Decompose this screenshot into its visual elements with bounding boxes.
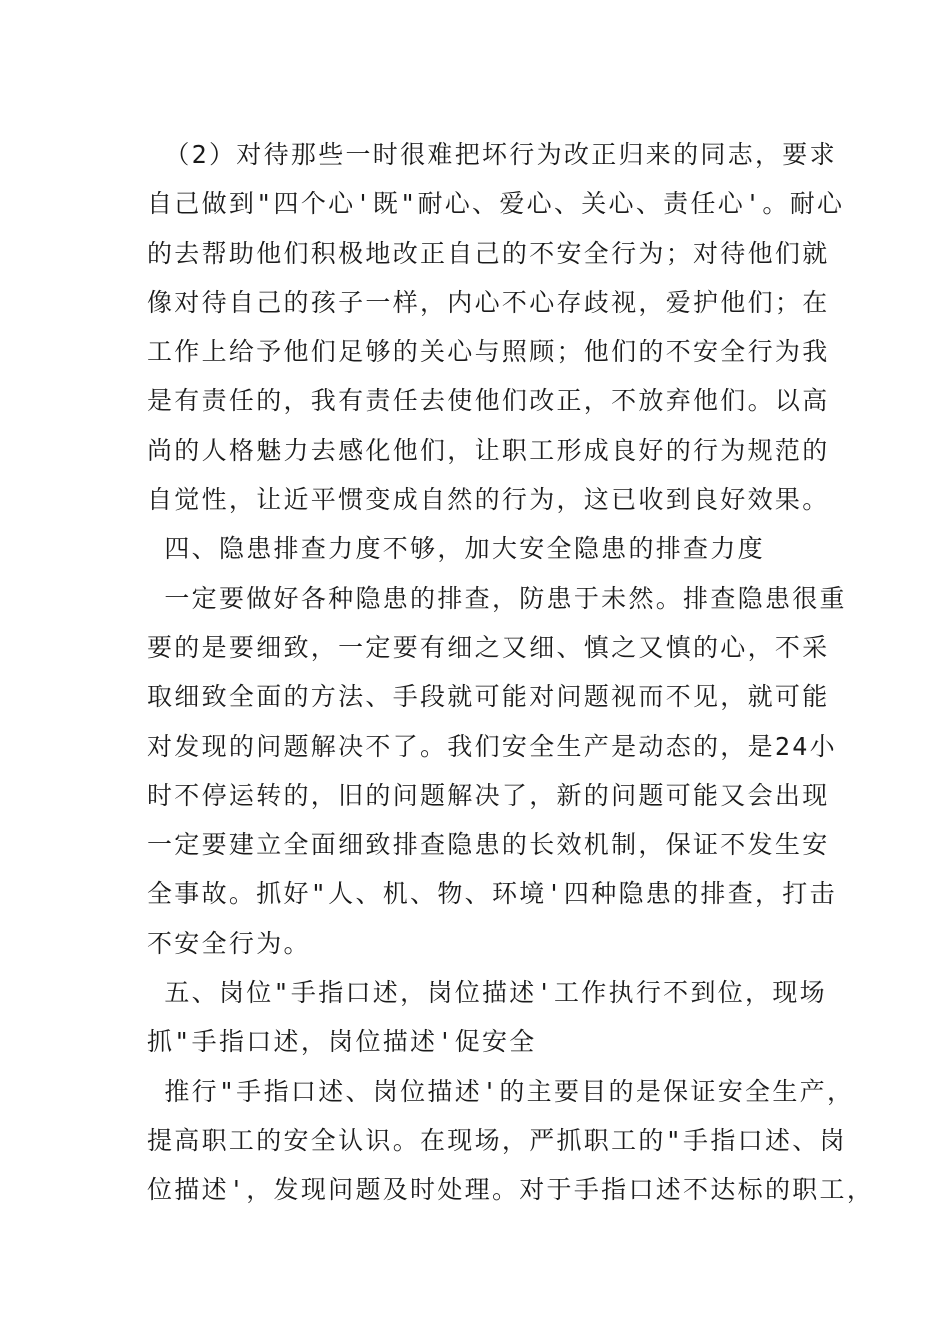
text-line: 一定要建立全面细致排查隐患的长效机制，保证不发生安 [147,830,830,860]
text-line: 推行"手指口述、岗位描述'的主要目的是保证安全生产， [147,1076,855,1106]
text-line: 一定要做好各种隐患的排查，防患于未然。排查隐患很重 [147,583,847,613]
text-line: 自己做到"四个心'既"耐心、爱心、关心、责任心'。耐心 [147,189,845,219]
document-body [147,130,875,1215]
text-line: 全事故。抓好"人、机、物、环境'四种隐患的排查，打击 [147,879,837,909]
text-line: 不安全行为。 [147,928,311,958]
text-line: 位描述'，发现问题及时处理。对于手指口述不达标的职工， [147,1175,875,1205]
text-line: 时不停运转的，旧的问题解决了，新的问题可能又会出现 [147,780,830,810]
text-line: 自觉性，让近平惯变成自然的行为，这已收到良好效果。 [147,485,830,515]
text-line: 取细致全面的方法、手段就可能对问题视而不见，就可能 [147,682,830,712]
text-line: 工作上给予他们足够的关心与照顾；他们的不安全行为我 [147,337,830,367]
text-line: 提高职工的安全认识。在现场，严抓职工的"手指口述、岗 [147,1125,847,1155]
text-line: 是有责任的，我有责任去使他们改正，不放弃他们。以高 [147,386,830,416]
text-line: 对发现的问题解决不了。我们安全生产是动态的，是24小 [147,731,837,761]
text-line: 要的是要细致，一定要有细之又细、慎之又慎的心，不采 [147,632,830,662]
text-line: （2）对待那些一时很难把坏行为改正归来的同志，要求 [147,140,837,169]
text-line: 的去帮助他们积极地改正自己的不安全行为；对待他们就 [147,238,830,268]
section-heading: 五、岗位"手指口述，岗位描述'工作执行不到位，现场 [147,978,827,1008]
text-line: 像对待自己的孩子一样，内心不心存歧视，爱护他们；在 [147,287,830,317]
section-heading: 四、隐患排查力度不够，加大安全隐患的排查力度 [147,534,765,564]
section-heading: 抓"手指口述，岗位描述'促安全 [147,1027,537,1057]
text-line: 尚的人格魅力去感化他们，让职工形成良好的行为规范的 [147,435,830,465]
